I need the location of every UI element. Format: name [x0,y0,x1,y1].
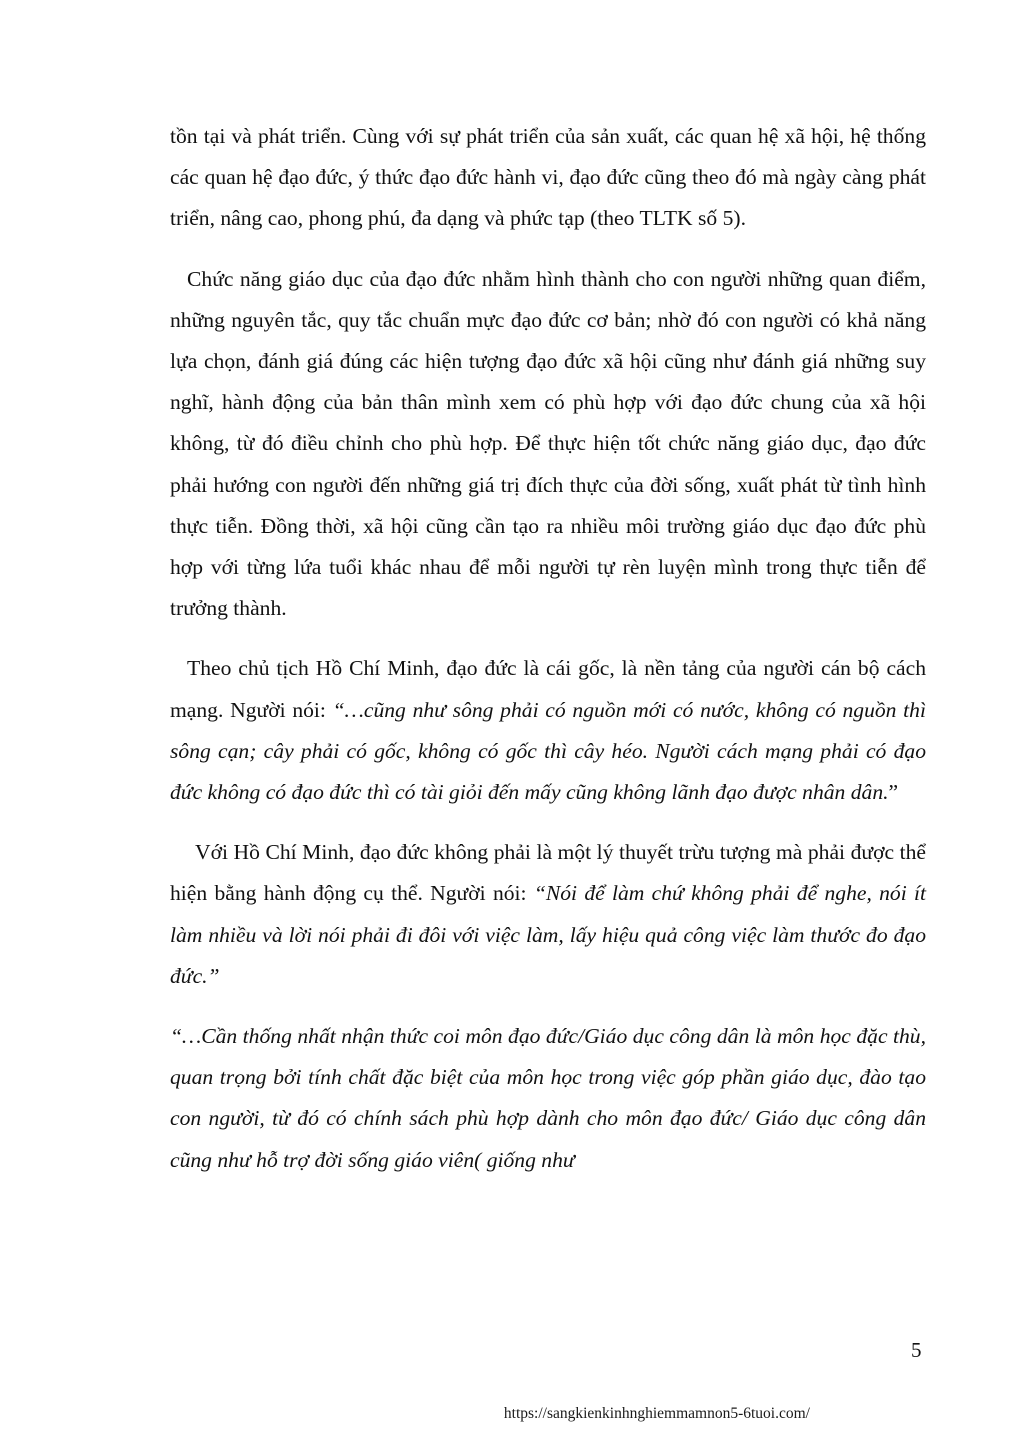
ho-chi-minh-quote-2: “Nói để làm chứ không phải để nghe, nói ít làm nhiều và lời nói phải đi đôi với việc làm, lấy hiệu quả công việc làm thước đo đạo đức.” [170,881,926,988]
page-number: 5 [911,1338,922,1362]
paragraph-4-text: Với Hồ Chí Minh, đạo đức không phải là một lý thuyết trừu tượng mà phải được thể hiện bằng hành động cụ thể. Người nói: [170,840,926,906]
paragraph-4 [170,832,926,997]
ho-chi-minh-quote-1: “…cũng như sông phải có nguồn mới có nước, không có nguồn thì sông cạn; cây phải có gốc, không có gốc thì cây héo. Người cách mạng phải có đạo đức không có đạo đức thì có tài giỏi đến mấy cũng không lãnh đạo được nhân dân. [170,697,926,805]
paragraph-1: tồn tại và phát triển. Cùng với sự phát triển của sản xuất, các quan hệ xã hội, hệ thống các quan hệ đạo đức, ý thức đạo đức hành vi, đạo đức cũng theo đó mà ngày càng phát triển, nâng cao, phong phú, đa dạng và phức tạp (theo TLTK số 5). [170,124,926,231]
paragraph-5-quote: “…Cần thống nhất nhận thức coi môn đạo đức/Giáo dục công dân là môn học đặc thù, quan trọng bởi tính chất đặc biệt của môn học trong việc góp phần giáo dục, đào tạo con người, từ đó có chính sách phù hợp dành cho môn đạo đức/ Giáo dục công dân cũng như hỗ trợ đời sống giáo viên( giống như [170,1024,926,1172]
paragraph-3 [170,648,926,813]
paragraph-2: Chức năng giáo dục của đạo đức nhằm hình thành cho con người những quan điểm, những nguyên tắc, quy tắc chuẩn mực đạo đức cơ bản; nhờ đó con người có khả năng lựa chọn, đánh giá đúng các hiện tượng đạo đức xã hội cũng như đánh giá những suy nghĩ, hành động của bản thân mình xem có phù hợp với đạo đức chung của xã hội không, từ đó điều chỉnh cho phù hợp. Để thực hiện tốt chức năng giáo dục, đạo đức phải hướng con người đến những giá trị đích thực của đời sống, xuất phát từ tình hình thực tiễn. Đồng thời, xã hội cũng cần tạo ra nhiều môi trường giáo dục đạo đức phù hợp với từng lứa tuổi khác nhau để mỗi người tự rèn luyện mình trong thực tiễn để trưởng thành. [170,266,926,621]
footer-url: https://sangkienkinhnghiemmamnon5-6tuoi.com/ [503,1405,810,1422]
quote-close-mark: ” [888,780,899,805]
paragraph-3-text: Theo chủ tịch Hồ Chí Minh, đạo đức là cái gốc, là nền tảng của người cán bộ cách mạng. Người nói: [170,656,926,722]
document-body [170,116,926,1181]
